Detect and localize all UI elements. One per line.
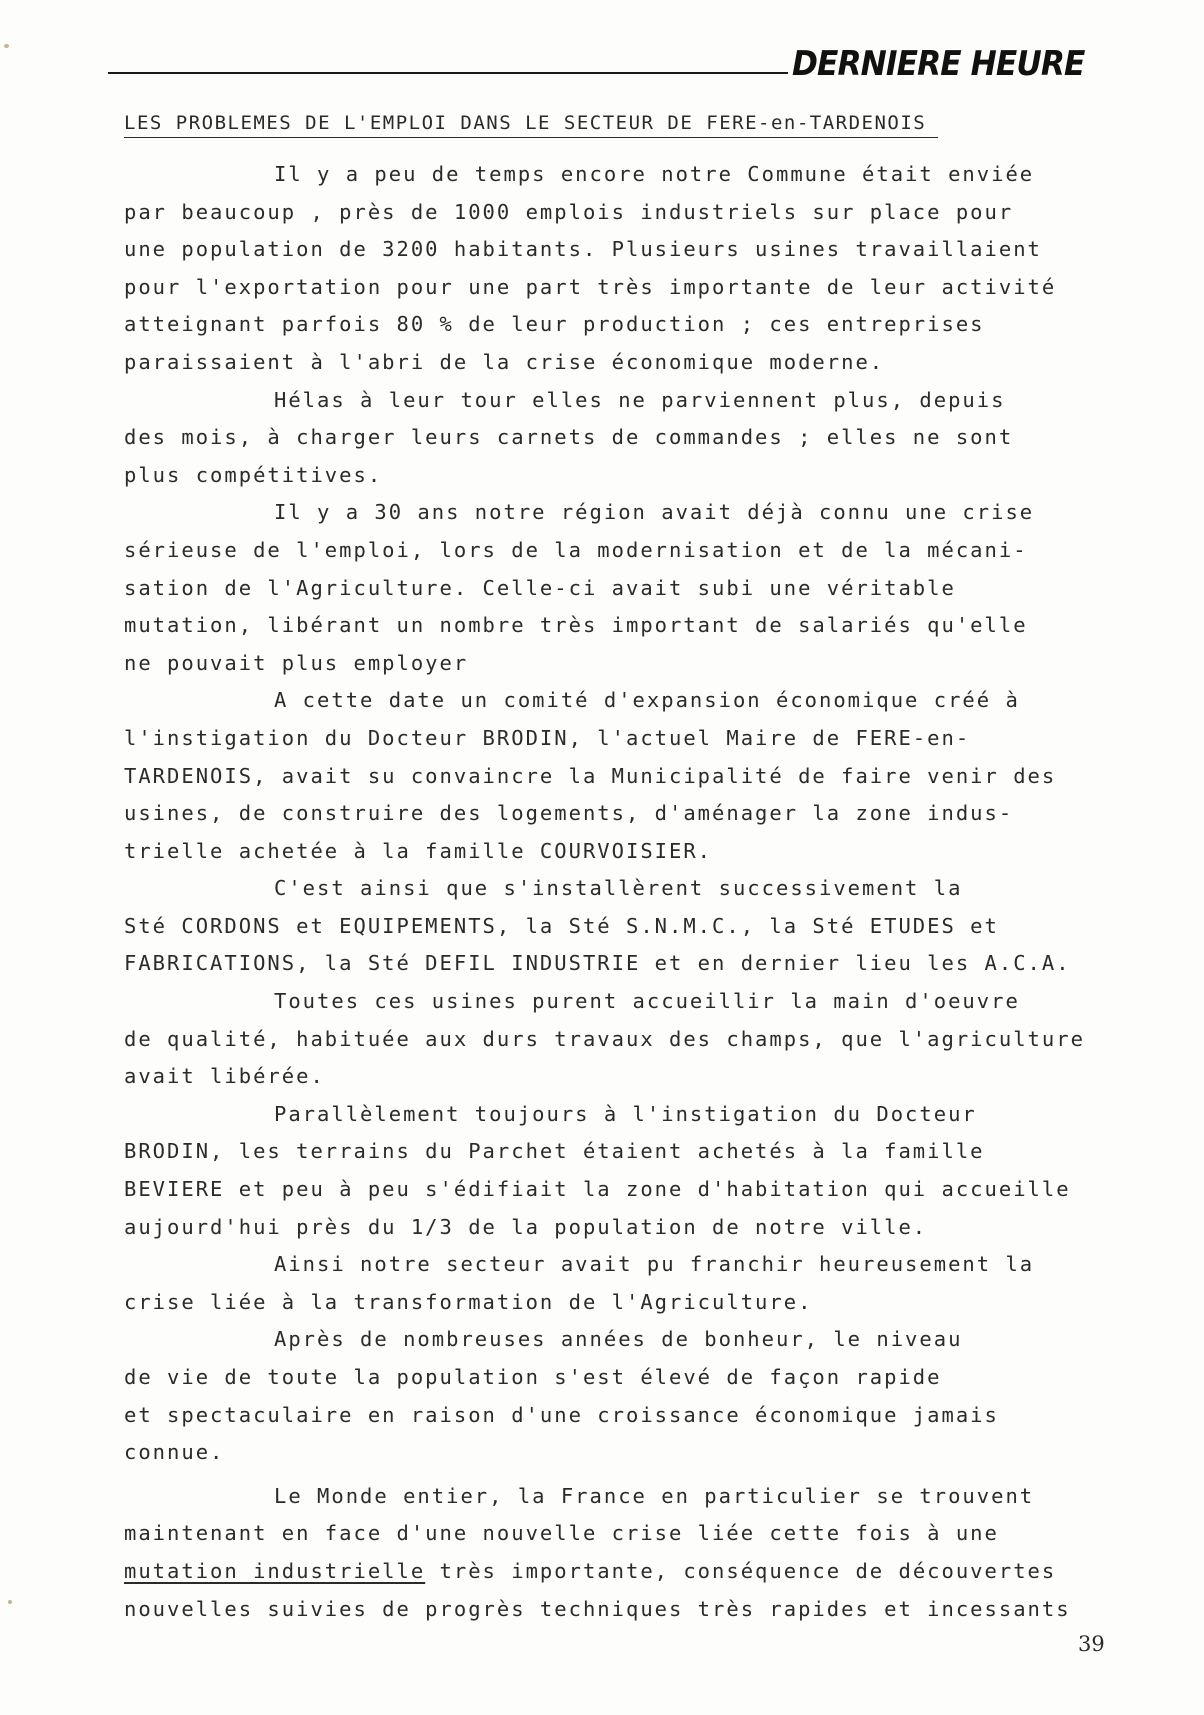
text-line: l'instigation du Docteur BRODIN, l'actuel Maire de FERE-en- (124, 725, 971, 750)
text-line (124, 1553, 1134, 1591)
text-line: des mois, à charger leurs carnets de commandes ; elles ne sont (124, 425, 1014, 450)
text-line: Parallèlement toujours à l'instigation du Docteur (274, 1101, 977, 1126)
text-line: Hélas à leur tour elles ne parviennent plus, depuis (274, 387, 1006, 412)
text-line: paraissaient à l'abri de la crise économique moderne. (124, 349, 885, 374)
text-line: et spectaculaire en raison d'une croissance économique jamais (124, 1402, 999, 1427)
text-line: Il y a 30 ans notre région avait déjà connu une crise (274, 500, 1035, 525)
article-body (124, 156, 1134, 1628)
paper-speck (4, 44, 9, 48)
header-rule (108, 72, 788, 74)
text-line: mutation, libérant un nombre très important de salariés qu'elle (124, 613, 1028, 638)
section-title: DERNIERE HEURE (792, 44, 1085, 84)
article-title: LES PROBLEMES DE L'EMPLOI DANS LE SECTEUR DE FERE-en-TARDENOIS (124, 112, 938, 138)
text-line: aujourd'hui près du 1/3 de la population de notre ville. (124, 1214, 928, 1239)
text-line-rest: très importante, conséquence de découvertes (425, 1558, 1057, 1583)
text-line: de qualité, habituée aux durs travaux des champs, que l'agriculture (124, 1026, 1085, 1051)
text-line: BEVIERE et peu à peu s'édifiait la zone d'habitation qui accueille (124, 1177, 1071, 1202)
text-line: trielle achetée à la famille COURVOISIER. (124, 838, 713, 863)
text-line: C'est ainsi que s'installèrent successivement la (274, 876, 963, 901)
text-line: Ainsi notre secteur avait pu franchir heureusement la (274, 1252, 1035, 1277)
text-line: de vie de toute la population s'est élevé de façon rapide (124, 1365, 942, 1389)
text-line: Il y a peu de temps encore notre Commune était enviée (274, 162, 1035, 186)
text-line: Le Monde entier, la France en particulier se trouvent (274, 1483, 1035, 1508)
text-line: BRODIN, les terrains du Parchet étaient achetés à la famille (124, 1139, 985, 1164)
text-line: Après de nombreuses années de bonheur, le niveau (274, 1327, 963, 1352)
text-line: connue. (124, 1440, 225, 1465)
text-line: par beaucoup , près de 1000 emplois industriels sur place pour (124, 199, 1014, 224)
text-line: sation de l'Agriculture. Celle-ci avait subi une véritable (124, 575, 956, 600)
text-line: maintenant en face d'une nouvelle crise liée cette fois à une (124, 1521, 999, 1546)
text-line: sérieuse de l'emploi, lors de la modernisation et de la mécani- (124, 537, 1028, 562)
paper-speck (8, 1600, 12, 1604)
text-line: avait libérée. (124, 1064, 325, 1089)
text-line: Sté CORDONS et EQUIPEMENTS, la Sté S.N.M.C., la Sté ETUDES et (124, 913, 999, 938)
text-line: ne pouvait plus employer (124, 650, 469, 675)
text-line: atteignant parfois 80 % de leur production ; ces entreprises (124, 312, 985, 337)
text-line: TARDENOIS, avait su convaincre la Municipalité de faire venir des (124, 763, 1057, 788)
text-line: une population de 3200 habitants. Plusieurs usines travaillaient (124, 237, 1042, 262)
page-number: 39 (1078, 1632, 1105, 1656)
text-line: plus compétitives. (124, 462, 383, 487)
text-line: A cette date un comité d'expansion économique créé à (274, 688, 1020, 713)
text-line: pour l'exportation pour une part très importante de leur activité (124, 274, 1057, 299)
text-line: usines, de construire des logements, d'aménager la zone indus- (124, 801, 1014, 826)
underlined-phrase: mutation industrielle (124, 1558, 426, 1583)
text-line: nouvelles suivies de progrès techniques très rapides et incessants (124, 1596, 1071, 1621)
text-line: FABRICATIONS, la Sté DEFIL INDUSTRIE et en dernier lieu les A.C.A. (124, 951, 1071, 976)
text-line: crise liée à la transformation de l'Agriculture. (124, 1289, 813, 1314)
text-line: Toutes ces usines purent accueillir la main d'oeuvre (274, 989, 1020, 1014)
